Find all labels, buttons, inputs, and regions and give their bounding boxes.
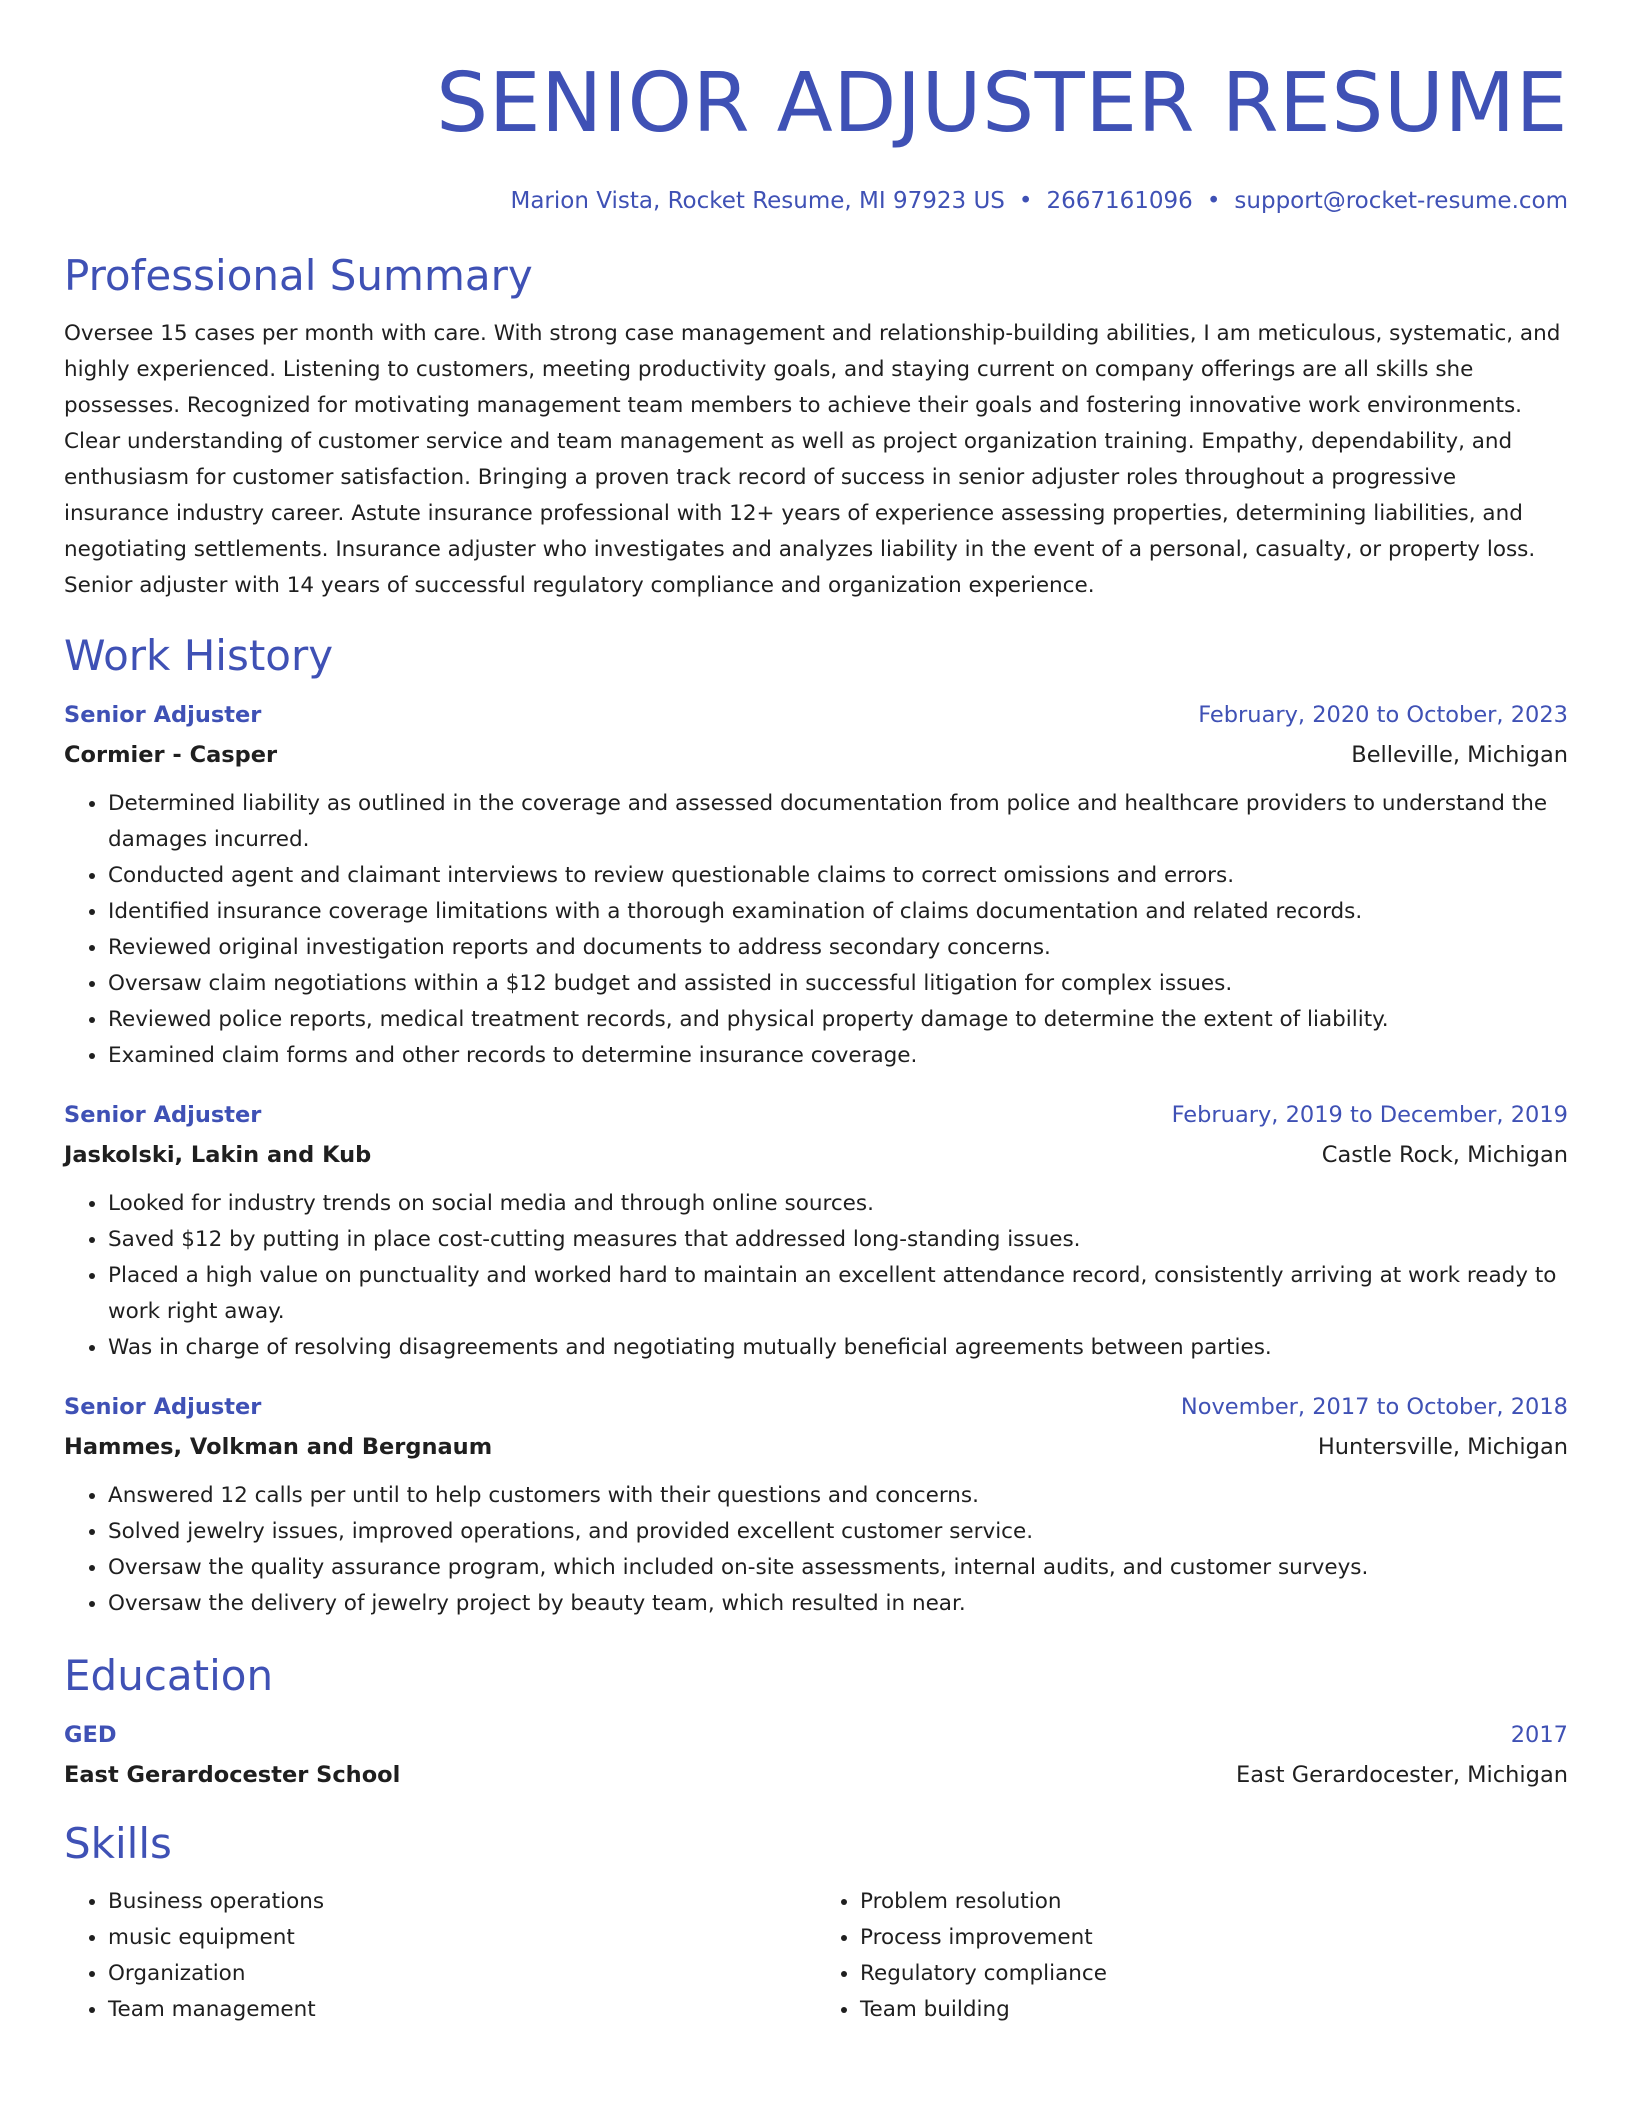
job-bullets [64,1478,1568,1622]
summary-heading: Professional Summary [64,251,533,300]
job-bullets [64,1186,1568,1366]
skill-item: • Organization [108,1956,816,1992]
job-location: Huntersville, Michigan [1317,1434,1568,1460]
skill-item: • Process improvement [860,1920,1568,1956]
education-entry [64,1720,1568,1790]
resume-title: SENIOR ADJUSTER RESUME [436,56,1568,151]
job-company: Cormier - Casper [64,742,278,768]
contact-line [64,186,1568,216]
education-location: East Gerardocester, Michigan [1236,1762,1568,1788]
education-school: East Gerardocester School [64,1762,401,1788]
job-company: Hammes, Volkman and Bergnaum [64,1434,493,1460]
skill-item: • Business operations [108,1884,816,1920]
skills-column-right [816,1884,1568,2028]
job-dates: November, 2017 to October, 2018 [1180,1394,1568,1420]
summary-text: Oversee 15 cases per month with care. With strong case management and relationship-building abilities, I am meticulous, systematic, and highly experienced. Listening to customers, meeting productivity goals, and staying current on company offerings are all skills she possesses. Recognized for motivating management team members to achieve their goals and fostering innovative work environments. Clear understanding of customer service and team management as well as project organization training. Empathy, dependability, and enthusiasm for customer satisfaction. Bringing a proven track record of success in senior adjuster roles throughout a progressive insurance industry career. Astute insurance professional with 12+ years of experience assessing properties, determining liabilities, and negotiating settlements. Insurance adjuster who investigates and analyzes liability in the event of a personal, casualty, or property loss. Senior adjuster with 14 years of successful regulatory compliance and organization experience. [64,321,1561,598]
job-bullet: • Identified insurance coverage limitations with a thorough examination of claims documentation and related records. [108,894,1568,930]
skills-list [64,1884,1568,2028]
job-entry [64,1100,1568,1366]
contact-separator: • [1206,188,1221,214]
job-bullet: • Oversaw claim negotiations within a $12 budget and assisted in successful litigation for complex issues. [108,966,1568,1002]
skill-item: • Problem resolution [860,1884,1568,1920]
job-bullet: • Placed a high value on punctuality and worked hard to maintain an excellent attendance record, consistently arriving at work ready to work right away. [108,1258,1568,1330]
job-dates: February, 2020 to October, 2023 [1198,702,1568,728]
job-bullet: • Saved $12 by putting in place cost-cutting measures that addressed long-standing issues. [108,1222,1568,1258]
work-history-heading: Work History [64,631,334,680]
job-bullet: • Determined liability as outlined in the coverage and assessed documentation from police and healthcare providers to understand the damages incurred. [108,786,1568,858]
skills-heading: Skills [64,1819,172,1868]
contact-email: support@rocket-resume.com [1234,188,1568,214]
job-dates: February, 2019 to December, 2019 [1171,1102,1568,1128]
job-bullet: • Oversaw the quality assurance program, which included on-site assessments, internal audits, and customer surveys. [108,1550,1568,1586]
job-title: Senior Adjuster [64,1394,262,1420]
job-bullet: • Solved jewelry issues, improved operations, and provided excellent customer service. [108,1514,1568,1550]
job-bullet: • Answered 12 calls per until to help customers with their questions and concerns. [108,1478,1568,1514]
skill-item: • Team building [860,1992,1568,2028]
job-bullet: • Examined claim forms and other records to determine insurance coverage. [108,1038,1568,1074]
job-bullet: • Oversaw the delivery of jewelry project by beauty team, which resulted in near. [108,1586,1568,1622]
job-bullet: • Was in charge of resolving disagreements and negotiating mutually beneficial agreements between parties. [108,1330,1568,1366]
skill-item: • music equipment [108,1920,816,1956]
job-company: Jaskolski, Lakin and Kub [64,1142,372,1168]
education-degree: GED [64,1722,117,1748]
job-title: Senior Adjuster [64,1102,262,1128]
job-location: Belleville, Michigan [1351,742,1568,768]
job-entry [64,700,1568,1074]
job-bullet: • Reviewed police reports, medical treatment records, and physical property damage to determine the extent of liability. [108,1002,1568,1038]
job-bullet: • Reviewed original investigation reports and documents to address secondary concerns. [108,930,1568,966]
job-bullet: • Conducted agent and claimant interviews to review questionable claims to correct omissions and errors. [108,858,1568,894]
contact-phone: 2667161096 [1046,188,1193,214]
job-entry [64,1392,1568,1622]
skill-item: • Team management [108,1992,816,2028]
education-heading: Education [64,1651,274,1700]
contact-address: Marion Vista, Rocket Resume, MI 97923 US [510,188,1005,214]
skills-column-left [64,1884,816,2028]
job-location: Castle Rock, Michigan [1321,1142,1568,1168]
contact-separator: • [1018,188,1033,214]
job-title: Senior Adjuster [64,702,262,728]
skill-item: • Regulatory compliance [860,1956,1568,1992]
job-bullet: • Looked for industry trends on social media and through online sources. [108,1186,1568,1222]
education-year: 2017 [1510,1722,1568,1748]
job-bullets [64,786,1568,1074]
